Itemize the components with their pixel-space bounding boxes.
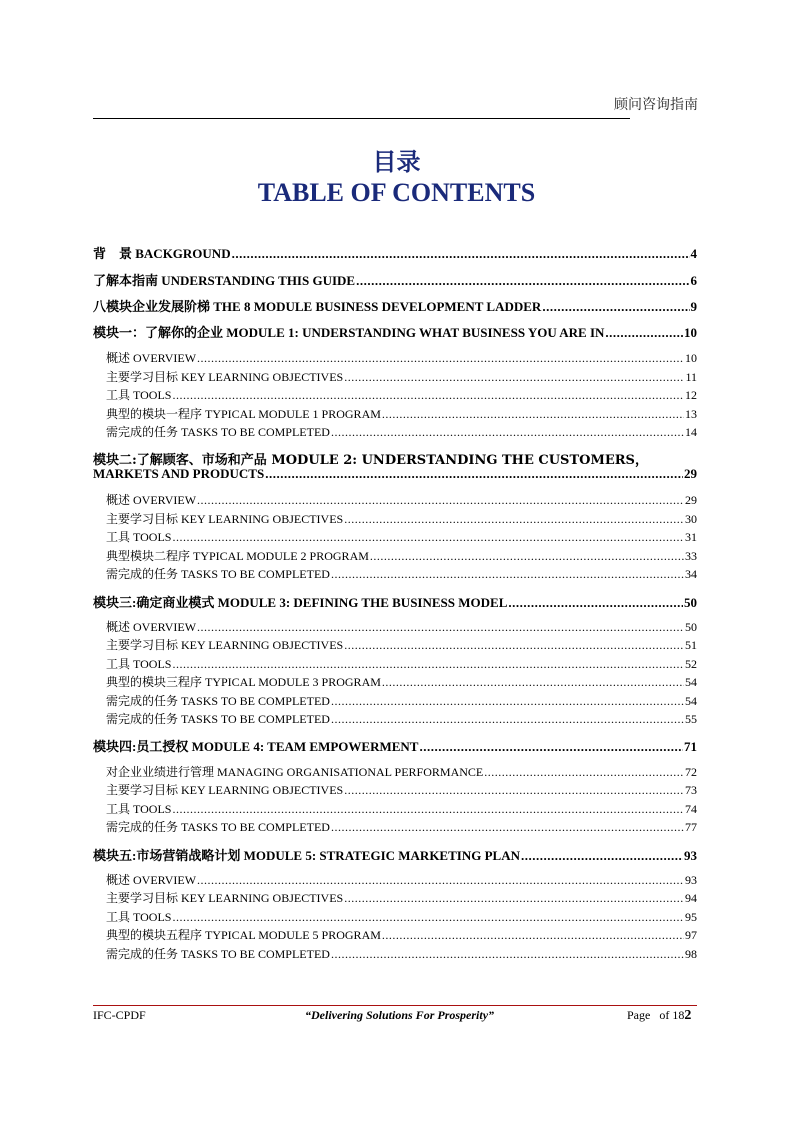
toc-entry-page-number: 55 (685, 712, 697, 726)
toc-entry-title: 对企业业绩进行管理 MANAGING ORGANISATIONAL PERFORMANCE (106, 765, 484, 779)
toc-entry[interactable] (106, 908, 697, 925)
toc-entry-title: 工具 TOOLS (106, 910, 172, 924)
toc-entry-title: 工具 TOOLS (106, 657, 172, 671)
toc-entry-page-number: 29 (684, 466, 697, 481)
toc-entry-page-number: 98 (685, 947, 697, 961)
toc-leader-dots (344, 891, 684, 906)
toc-entry-title: 需完成的任务 TASKS TO BE COMPLETED (106, 425, 330, 439)
toc-leader-dots (542, 299, 689, 315)
toc-entry-page-number: 29 (685, 493, 697, 507)
toc-entry[interactable] (106, 692, 697, 709)
toc-leader-dots (331, 947, 684, 962)
toc-entry-title: 典型的模块五程序 TYPICAL MODULE 5 PROGRAM (106, 928, 381, 942)
toc-entry-page-number: 6 (690, 273, 697, 288)
toc-leader-dots (521, 848, 683, 864)
toc-entry[interactable] (106, 565, 697, 582)
toc-entry[interactable] (93, 466, 697, 482)
toc-entry-page-number: 31 (685, 530, 697, 544)
toc-entry[interactable] (106, 491, 697, 508)
toc-entry[interactable] (106, 510, 697, 527)
toc-entry[interactable] (93, 270, 697, 289)
toc-entry[interactable] (106, 655, 697, 672)
toc-entry-page-number: 95 (685, 910, 697, 924)
toc-entry-title: 主要学习目标 KEY LEARNING OBJECTIVES (106, 783, 344, 797)
toc-entry-page-number: 50 (684, 595, 697, 610)
toc-entry[interactable] (106, 386, 697, 403)
toc-entry-page-number: 73 (685, 783, 697, 797)
toc-leader-dots (172, 388, 684, 403)
header-rule (93, 118, 630, 119)
toc-entry-title: 工具 TOOLS (106, 388, 172, 402)
toc-entry-page-number: 4 (690, 246, 697, 261)
toc-entry[interactable] (93, 592, 697, 611)
toc-leader-dots (331, 694, 684, 709)
toc-leader-dots (382, 407, 684, 422)
toc-entry[interactable] (106, 710, 697, 727)
toc-entry-page-number: 93 (684, 848, 697, 863)
toc-entry[interactable] (106, 926, 697, 943)
toc-entry[interactable] (106, 636, 697, 653)
toc-entry[interactable] (106, 547, 697, 564)
toc-entry-title: 主要学习目标 KEY LEARNING OBJECTIVES (106, 370, 344, 384)
toc-entry-title: 需完成的任务 TASKS TO BE COMPLETED (106, 820, 330, 834)
toc-leader-dots (605, 325, 683, 341)
toc-leader-dots (344, 512, 684, 527)
toc-leader-dots (344, 638, 684, 653)
toc-entry-title: 典型的模块一程序 TYPICAL MODULE 1 PROGRAM (106, 407, 381, 421)
toc-leader-dots (172, 530, 684, 545)
toc-entry-page-number: 52 (685, 657, 697, 671)
toc-entry-page-number: 51 (685, 638, 697, 652)
toc-entry-title: 主要学习目标 KEY LEARNING OBJECTIVES (106, 638, 344, 652)
toc-entry[interactable] (106, 889, 697, 906)
footer-organization: IFC-CPDF (93, 1008, 146, 1022)
toc-entry-title: MARKETS AND PRODUCTS (93, 466, 265, 481)
toc-leader-dots (197, 351, 684, 366)
toc-entry-title: 概述 OVERVIEW (106, 873, 197, 887)
toc-entry[interactable] (106, 673, 697, 690)
toc-entry-title: 模块四:员工授权 MODULE 4: TEAM EMPOWERMENT (93, 739, 419, 754)
toc-title-chinese: 目录 (372, 147, 421, 176)
toc-leader-dots (370, 549, 684, 564)
toc-entry[interactable] (106, 871, 697, 888)
footer-page-number: 2 (684, 1008, 692, 1023)
toc-entry-page-number: 50 (685, 620, 697, 634)
toc-entry-page-number: 93 (685, 873, 697, 887)
toc-entry-page-number: 33 (685, 549, 697, 563)
toc-entry[interactable] (93, 845, 697, 864)
toc-entry-page-number: 10 (684, 325, 697, 340)
toc-entry[interactable] (93, 296, 697, 315)
toc-title-english: TABLE OF CONTENTS (257, 178, 536, 207)
toc-leader-dots (172, 802, 684, 817)
toc-leader-dots (484, 765, 684, 780)
toc-leader-dots (172, 910, 684, 925)
toc-entry-page-number: 77 (685, 820, 697, 834)
toc-leader-dots (331, 567, 684, 582)
toc-entry[interactable] (106, 945, 697, 962)
toc-entry[interactable] (106, 528, 697, 545)
toc-entry-title: 需完成的任务 TASKS TO BE COMPLETED (106, 694, 330, 708)
toc-entry[interactable] (106, 781, 697, 798)
toc-leader-dots (172, 657, 684, 672)
toc-leader-dots (265, 466, 683, 482)
toc-entry-title: 了解本指南 UNDERSTANDING THIS GUIDE (93, 273, 356, 288)
toc-entry-page-number: 14 (685, 425, 697, 439)
toc-entry[interactable] (106, 763, 697, 780)
toc-entry-title: 概述 OVERVIEW (106, 493, 197, 507)
toc-entry-title: 模块五:市场营销战略计划 MODULE 5: STRATEGIC MARKETING PLAN (93, 848, 520, 863)
toc-entry-title: 需完成的任务 TASKS TO BE COMPLETED (106, 947, 330, 961)
toc-entry[interactable] (106, 800, 697, 817)
toc-entry-title: 概述 OVERVIEW (106, 351, 197, 365)
toc-entry-page-number: 12 (685, 388, 697, 402)
toc-entry-page-number: 13 (685, 407, 697, 421)
toc-entry-title: 主要学习目标 KEY LEARNING OBJECTIVES (106, 891, 344, 905)
toc-entry-title: 主要学习目标 KEY LEARNING OBJECTIVES (106, 512, 344, 526)
toc-entry-title: 背 景 BACKGROUND (93, 246, 231, 261)
toc-entry-page-number: 94 (685, 891, 697, 905)
toc-entry-title: 工具 TOOLS (106, 802, 172, 816)
toc-entry-page-number: 34 (685, 567, 697, 581)
toc-entry[interactable] (106, 618, 697, 635)
toc-leader-dots (331, 712, 684, 727)
toc-entry-page-number: 72 (685, 765, 697, 779)
toc-entry-title: 概述 OVERVIEW (106, 620, 197, 634)
toc-entry-page-number: 10 (685, 351, 697, 365)
toc-leader-dots (232, 246, 690, 262)
toc-leader-dots (344, 783, 684, 798)
toc-leader-dots (197, 873, 684, 888)
toc-entry[interactable] (93, 736, 697, 755)
toc-entry-page-number: 30 (685, 512, 697, 526)
toc-entry[interactable] (106, 818, 697, 835)
footer-page-total: of 18 (659, 1008, 685, 1022)
toc-leader-dots (344, 370, 684, 385)
toc-entry[interactable] (106, 349, 697, 366)
toc-leader-dots (419, 739, 683, 755)
footer-slogan: “Delivering Solutions For Prosperity” (305, 1008, 495, 1022)
toc-entry-page-number: 71 (684, 739, 697, 754)
toc-entry-title: 模块一：了解你的企业 MODULE 1: UNDERSTANDING WHAT BUSINESS YOU ARE IN (93, 325, 605, 340)
toc-entry-title: 八模块企业发展阶梯 THE 8 MODULE BUSINESS DEVELOPMENT LADDER (93, 299, 542, 314)
toc-entry-page-number: 54 (685, 694, 697, 708)
toc-leader-dots (382, 675, 684, 690)
toc-leader-dots (197, 620, 684, 635)
toc-entry-page-number: 54 (685, 675, 697, 689)
footer-page-info (627, 1008, 691, 1024)
toc-entry-title: 典型模块二程序 TYPICAL MODULE 2 PROGRAM (106, 549, 369, 563)
toc-leader-dots (331, 425, 684, 440)
toc-leader-dots (508, 595, 683, 611)
toc-entry-title: 需完成的任务 TASKS TO BE COMPLETED (106, 712, 330, 726)
toc-entry-title: 工具 TOOLS (106, 530, 172, 544)
toc-entry-page-number: 11 (685, 370, 697, 384)
running-header-title: 顾问咨询指南 (614, 97, 698, 113)
toc-leader-dots (331, 820, 684, 835)
toc-leader-dots (382, 928, 684, 943)
toc-leader-dots (356, 273, 689, 289)
toc-entry-page-number: 74 (685, 802, 697, 816)
toc-entry[interactable] (106, 405, 697, 422)
toc-entry[interactable] (93, 243, 697, 262)
toc-entry-title: 模块三:确定商业模式 MODULE 3: DEFINING THE BUSINESS MODEL (93, 595, 508, 610)
toc-entry-page-number: 97 (685, 928, 697, 942)
footer-rule (93, 1005, 697, 1006)
toc-entry-title: 需完成的任务 TASKS TO BE COMPLETED (106, 567, 330, 581)
toc-entry-title: 模块二:了解顾客、市场和产品 MODULE 2: UNDERSTANDING THE CUSTOMERS， (93, 453, 648, 468)
toc-entry[interactable] (106, 423, 697, 440)
toc-entry-title: 典型的模块三程序 TYPICAL MODULE 3 PROGRAM (106, 675, 381, 689)
footer-page-label: Page (627, 1008, 651, 1022)
toc-entry[interactable] (93, 322, 697, 341)
toc-leader-dots (197, 493, 684, 508)
toc-entry[interactable] (106, 368, 697, 385)
toc-entry-page-number: 9 (690, 299, 697, 314)
